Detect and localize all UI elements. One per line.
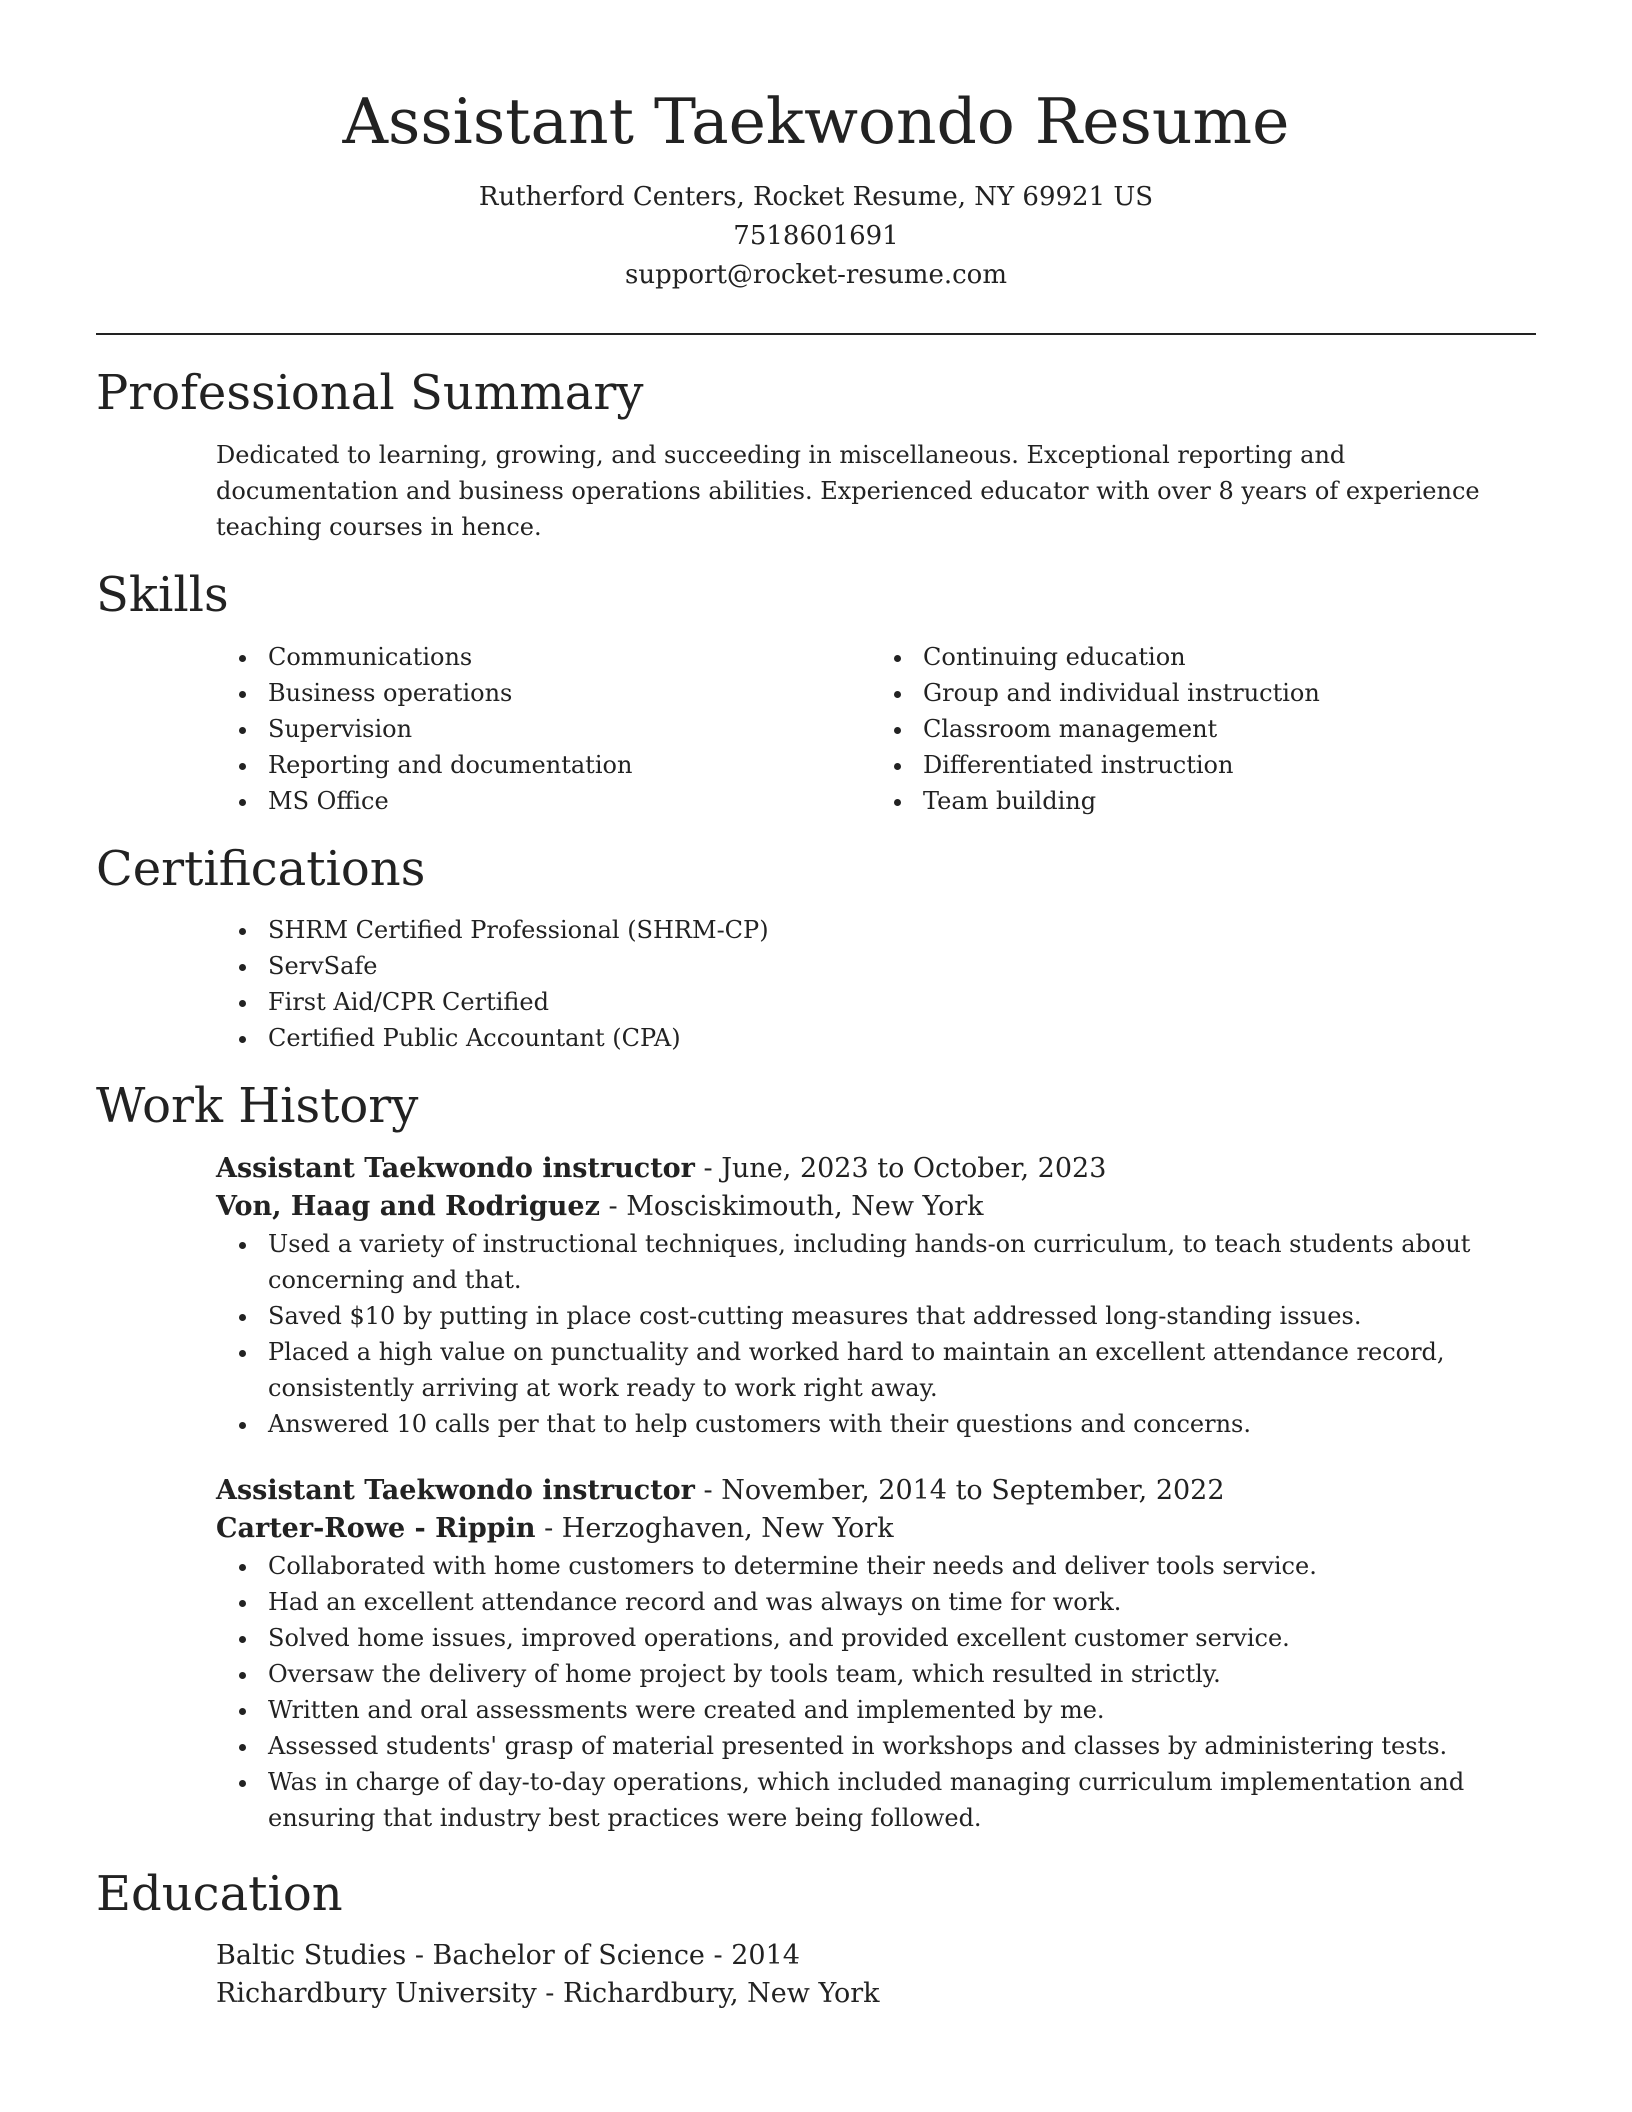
skills-list-right: [881, 639, 1536, 819]
phone: 7518601691: [733, 221, 899, 252]
list-item: • Certified Public Accountant (CPA): [260, 1020, 1536, 1056]
list-item: • Assessed students' grasp of material presented in workshops and classes by administering tests.: [260, 1728, 1476, 1764]
job-dates: - November, 2014 to September, 2022: [694, 1474, 1225, 1506]
list-item: • Was in charge of day-to-day operations, which included managing curriculum implementation and ensuring that industry best practices were being followed.: [260, 1764, 1476, 1836]
work-history-heading: Work History: [96, 1078, 419, 1135]
job-role: Assistant Taekwondo instructor: [216, 1152, 695, 1184]
education-field: Baltic Studies: [216, 1940, 407, 1972]
job-bullets: [96, 1226, 1536, 1442]
summary-heading: Professional Summary: [96, 365, 644, 422]
education-location: - Richardbury, New York: [536, 1978, 880, 2010]
summary-section: [96, 365, 1536, 545]
job-location: - Herzoghaven, New York: [535, 1512, 894, 1544]
list-item: • Supervision: [260, 711, 881, 747]
list-item: • ServSafe: [260, 948, 1536, 984]
education-school-line: [216, 1975, 1536, 2013]
job-role: Assistant Taekwondo instructor: [216, 1474, 695, 1506]
list-item: • Placed a high value on punctuality and worked hard to maintain an excellent attendance record, consistently arriving at work ready to work right away.: [260, 1334, 1476, 1406]
education-year: - 2014: [704, 1940, 800, 1972]
list-item: • Saved $10 by putting in place cost-cutting measures that addressed long-standing issues.: [260, 1298, 1476, 1334]
job-location: - Mosciskimouth, New York: [599, 1190, 984, 1222]
job-title-line: [216, 1472, 1536, 1510]
list-item: • Classroom management: [915, 711, 1536, 747]
education-section: [96, 1866, 1536, 2014]
skills-section: [96, 567, 1536, 819]
header-divider: [96, 333, 1536, 335]
list-item: • First Aid/CPR Certified: [260, 984, 1536, 1020]
job-company: Von, Haag and Rodriguez: [216, 1190, 600, 1222]
job-entry: [96, 1472, 1536, 1836]
resume-header: [96, 86, 1536, 295]
education-school: Richardbury University: [216, 1978, 537, 2010]
summary-text: Dedicated to learning, growing, and succeeding in miscellaneous. Exceptional reporting and documentation and business operations abilities. Experienced educator with over 8 years of experience teaching courses in hence.: [216, 441, 1480, 542]
list-item: • Collaborated with home customers to determine their needs and deliver tools service.: [260, 1548, 1476, 1584]
skills-list-left: [96, 639, 881, 819]
job-title-line: [216, 1150, 1536, 1188]
list-item: • Business operations: [260, 675, 881, 711]
certifications-heading: Certifications: [96, 840, 426, 897]
job-company-line: [216, 1510, 1536, 1548]
list-item: • Reporting and documentation: [260, 747, 881, 783]
certifications-list: [96, 912, 1536, 1056]
education-heading: Education: [96, 1865, 343, 1922]
list-item: • Written and oral assessments were created and implemented by me.: [260, 1692, 1476, 1728]
skills-heading: Skills: [96, 567, 229, 624]
education-degree: - Bachelor of Science: [406, 1940, 705, 1972]
list-item: • Answered 10 calls per that to help customers with their questions and concerns.: [260, 1406, 1476, 1442]
job-company-line: [216, 1188, 1536, 1226]
list-item: • MS Office: [260, 783, 881, 819]
list-item: • Continuing education: [915, 639, 1536, 675]
list-item: • Team building: [915, 783, 1536, 819]
job-company: Carter-Rowe - Rippin: [216, 1512, 536, 1544]
list-item: • Had an excellent attendance record and was always on time for work.: [260, 1584, 1476, 1620]
list-item: • Group and individual instruction: [915, 675, 1536, 711]
education-degree-line: [216, 1937, 1536, 1975]
job-dates: - June, 2023 to October, 2023: [694, 1152, 1107, 1184]
list-item: • Solved home issues, improved operations, and provided excellent customer service.: [260, 1620, 1476, 1656]
work-history-section: [96, 1078, 1536, 1836]
job-entry: [96, 1150, 1536, 1442]
list-item: • SHRM Certified Professional (SHRM-CP): [260, 912, 1536, 948]
list-item: • Oversaw the delivery of home project by tools team, which resulted in strictly.: [260, 1656, 1476, 1692]
address: Rutherford Centers, Rocket Resume, NY 69921 US: [478, 182, 1154, 213]
resume-title: Assistant Taekwondo Resume: [342, 85, 1290, 158]
list-item: • Communications: [260, 639, 881, 675]
list-item: • Differentiated instruction: [915, 747, 1536, 783]
job-bullets: [96, 1548, 1536, 1836]
email: support@rocket-resume.com: [624, 260, 1007, 291]
list-item: • Used a variety of instructional techniques, including hands-on curriculum, to teach students about concerning and that.: [260, 1226, 1476, 1298]
certifications-section: [96, 841, 1536, 1057]
